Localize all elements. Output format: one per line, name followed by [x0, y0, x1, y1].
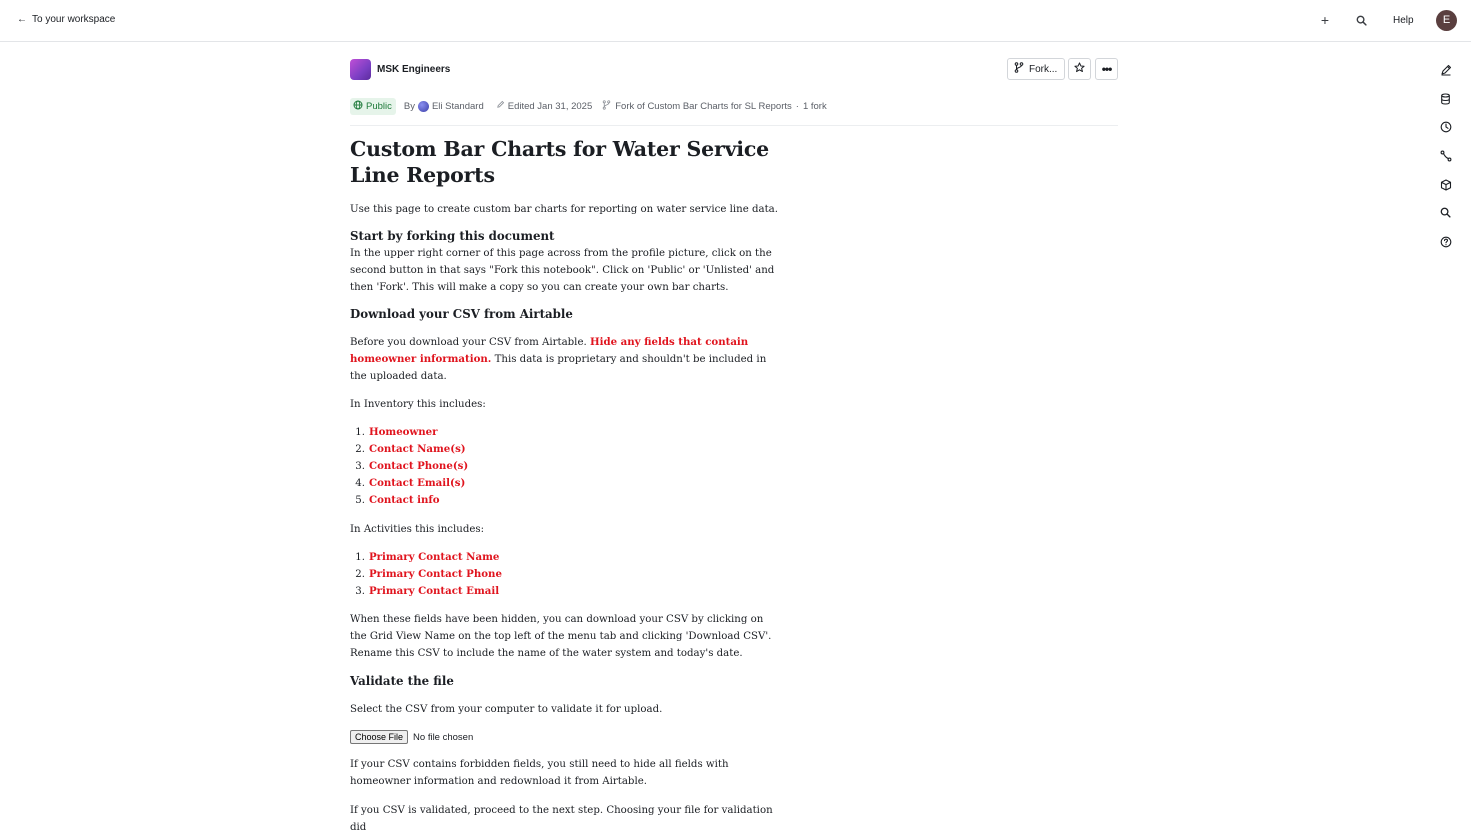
inventory-intro: In Inventory this includes:	[350, 399, 486, 410]
help-link[interactable]: Help	[1393, 15, 1414, 26]
validate-heading: Validate the file	[350, 674, 454, 688]
help-icon[interactable]	[1439, 235, 1452, 248]
list-item: 2. Contact Name(s)	[355, 443, 466, 455]
plus-icon[interactable]: +	[1320, 12, 1330, 28]
fork-small-icon	[602, 100, 611, 113]
fork-count[interactable]: 1 fork	[802, 100, 827, 112]
arrow-left-icon: ←	[17, 14, 27, 25]
notebook-content	[350, 134, 780, 836]
activities-field-list	[350, 549, 780, 600]
fork-button-label: Fork...	[1029, 63, 1058, 75]
fork-instructions: In the upper right corner of this page across from the profile picture, click on the second button in that says "Fork this notebook". Click on 'Public' or 'Unlisted' and then 'Fork'. This will make a copy so you can create your own bar charts.	[350, 248, 775, 293]
inventory-field-list	[350, 424, 780, 509]
list-item: 1. Primary Contact Name	[355, 551, 500, 563]
notebook-meta	[350, 98, 827, 114]
back-link-label: To your workspace	[32, 14, 116, 25]
visibility-label: Public	[366, 100, 392, 112]
avatar[interactable]: E	[1436, 10, 1457, 31]
search-icon[interactable]	[1352, 11, 1370, 29]
edited-info[interactable]	[496, 100, 593, 112]
download-heading: Download your CSV from Airtable	[350, 307, 573, 321]
by-prefix: By	[403, 100, 415, 112]
hidden-fields-paragraph: When these fields have been hidden, you can download your CSV by clicking on the Grid View Name on the top left of the menu tab and clicking 'Download CSV'. Rename this CSV to include the name of the water system and today's date.	[350, 614, 772, 659]
visibility-badge[interactable]	[350, 98, 396, 115]
author-name[interactable]: Eli Standard	[431, 100, 484, 112]
globe-icon	[353, 100, 363, 113]
history-icon[interactable]	[1439, 120, 1452, 133]
list-item: 3. Contact Phone(s)	[355, 460, 469, 472]
file-status: No file chosen	[413, 731, 474, 743]
workspace-logo[interactable]	[350, 59, 371, 80]
back-to-workspace-link[interactable]	[17, 14, 115, 25]
choose-file-button[interactable]: Choose File	[350, 730, 408, 744]
list-item: 2. Primary Contact Phone	[355, 568, 502, 580]
package-icon[interactable]	[1439, 178, 1452, 191]
fork-heading: Start by forking this document	[350, 229, 555, 243]
more-icon: •••	[1101, 62, 1112, 76]
download-text-end: This data is proprietary and shouldn't be included in the uploaded data.	[350, 354, 767, 382]
more-options-button[interactable]	[1095, 58, 1118, 80]
fork-button[interactable]	[1007, 58, 1065, 80]
paintbrush-icon[interactable]	[1439, 63, 1452, 76]
header-divider	[350, 125, 1118, 126]
forbidden-fields-paragraph: If your CSV contains forbidden fields, you still need to hide all fields with homeowner information and redownload it from Airtable.	[350, 759, 729, 787]
meta-separator: ·	[795, 100, 799, 112]
list-item: 5. Contact info	[355, 494, 440, 506]
fork-of-link[interactable]	[602, 100, 792, 113]
graph-icon[interactable]	[1439, 149, 1452, 162]
validated-paragraph: If you CSV is validated, proceed to the next step. Choosing your file for validation did	[350, 805, 773, 833]
pencil-icon	[496, 100, 505, 112]
download-text-start: Before you download your CSV from Airtable.	[350, 337, 590, 348]
author-byline	[404, 101, 484, 112]
list-item: 3. Primary Contact Email	[355, 585, 500, 597]
star-icon	[1074, 60, 1085, 78]
author-avatar[interactable]	[418, 101, 429, 112]
validate-paragraph: Select the CSV from your computer to validate it for upload.	[350, 704, 663, 715]
list-item: 4. Contact Email(s)	[355, 477, 466, 489]
fork-of-label: Fork of Custom Bar Charts for SL Reports	[615, 100, 792, 112]
database-icon[interactable]	[1439, 92, 1452, 105]
page-title: Custom Bar Charts for Water Service Line Reports	[350, 137, 770, 187]
top-bar	[0, 0, 1471, 42]
fork-icon	[1014, 62, 1024, 76]
star-button[interactable]	[1068, 58, 1091, 80]
edited-date: Edited Jan 31, 2025	[507, 100, 593, 112]
intro-paragraph: Use this page to create custom bar charts for reporting on water service line data.	[350, 204, 778, 215]
search-icon[interactable]	[1439, 206, 1452, 219]
homeowner-warning: Hide any fields that contain homeowner information.	[350, 336, 749, 365]
list-item: 1. Homeowner	[355, 426, 438, 438]
download-paragraph	[350, 334, 780, 385]
file-input	[350, 730, 780, 744]
activities-intro: In Activities this includes:	[350, 524, 485, 535]
workspace-name[interactable]: MSK Engineers	[377, 64, 451, 75]
